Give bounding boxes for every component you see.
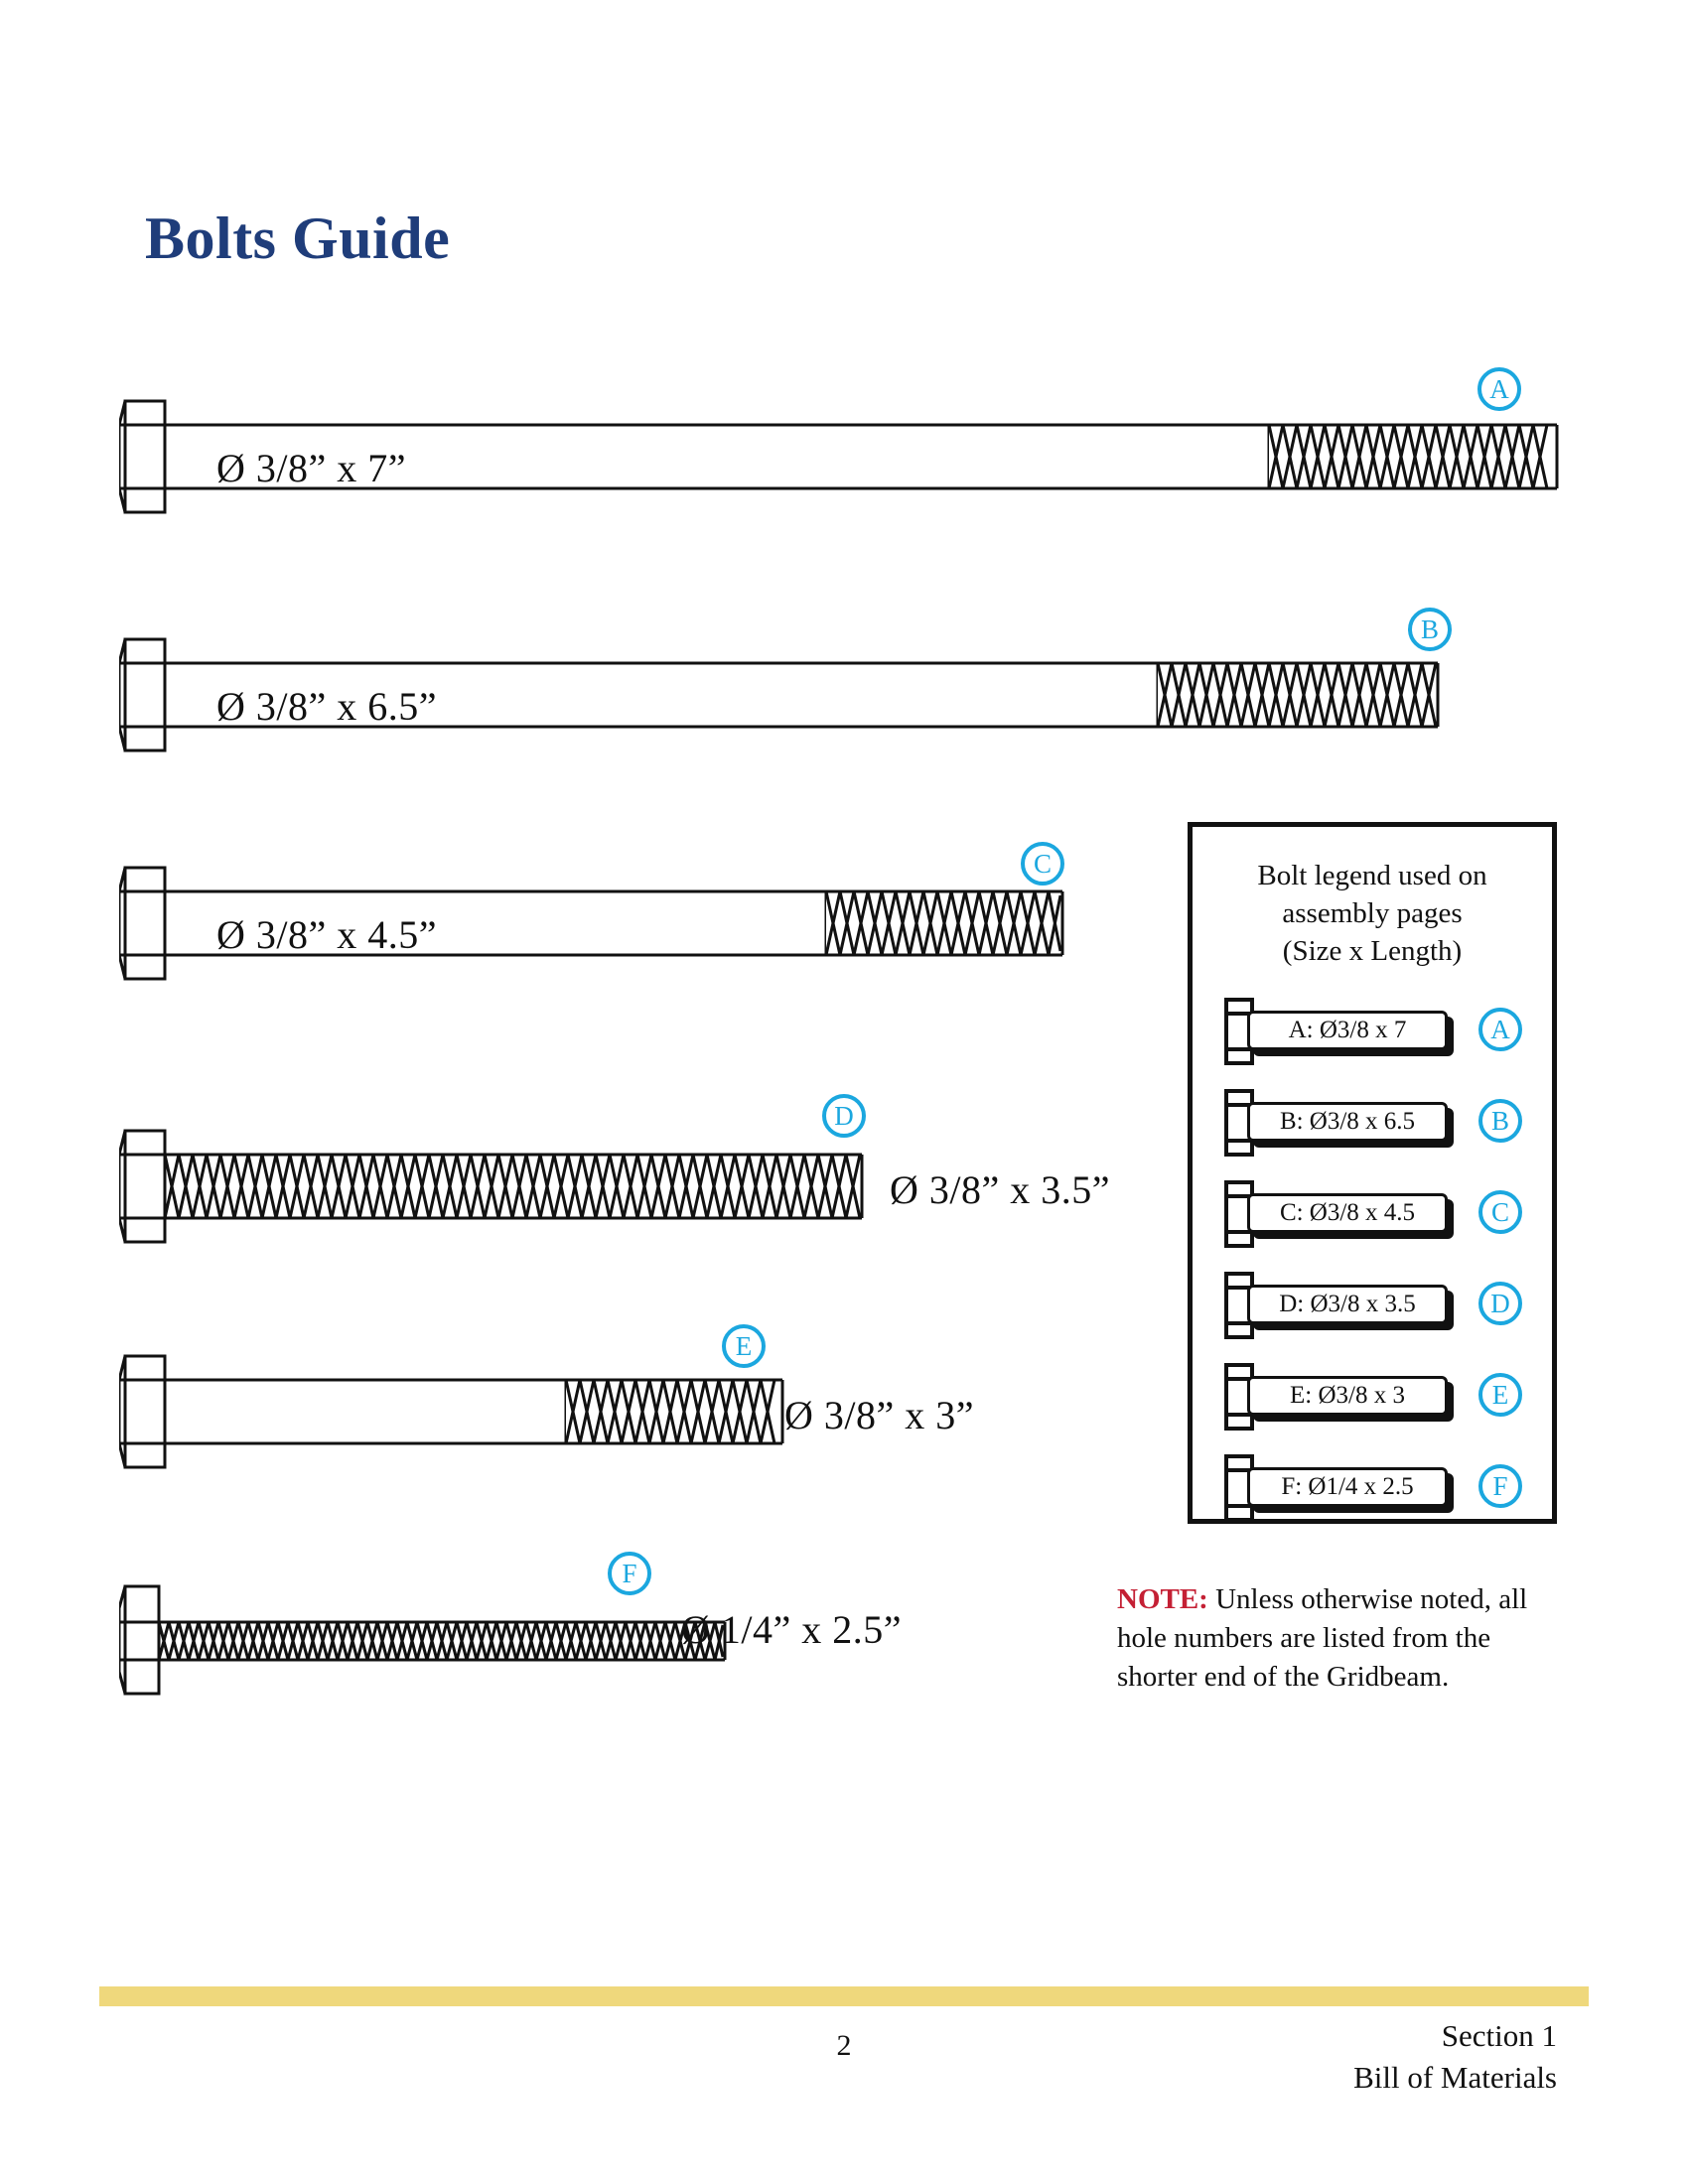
note-label: NOTE: bbox=[1117, 1583, 1208, 1615]
legend-item-plate bbox=[1247, 1285, 1448, 1324]
footer-section-line-2: Bill of Materials bbox=[1353, 2060, 1557, 2095]
legend-item-badge: E bbox=[1478, 1373, 1522, 1417]
note-block bbox=[1117, 1580, 1574, 1697]
legend-item-plate bbox=[1247, 1376, 1448, 1416]
bolt-label-a: Ø 3/8” x 7” bbox=[216, 446, 407, 490]
legend-item[interactable] bbox=[1193, 1260, 1552, 1351]
legend-item-label: B: Ø3/8 x 6.5 bbox=[1279, 1108, 1416, 1135]
legend-item[interactable] bbox=[1193, 986, 1552, 1077]
footer-section-block bbox=[1353, 2015, 1557, 2099]
legend-item-badge: C bbox=[1478, 1190, 1522, 1234]
legend-item-badge: B bbox=[1478, 1099, 1522, 1143]
bolt-label-c: Ø 3/8” x 4.5” bbox=[216, 912, 438, 957]
bolt-badge-a: A bbox=[1477, 367, 1521, 411]
bolt-badge-e: E bbox=[722, 1324, 766, 1368]
legend-item-label: D: Ø3/8 x 3.5 bbox=[1279, 1291, 1416, 1317]
bolt-label-e: Ø 3/8” x 3” bbox=[784, 1393, 975, 1437]
legend-item-label: A: Ø3/8 x 7 bbox=[1288, 1017, 1407, 1043]
bolt-label-b: Ø 3/8” x 6.5” bbox=[216, 684, 438, 729]
footer-rule bbox=[99, 1986, 1589, 2006]
legend-item-badge: F bbox=[1478, 1464, 1522, 1508]
bolt-badge-b: B bbox=[1408, 608, 1452, 651]
bolt-diagram-e bbox=[119, 1352, 794, 1471]
legend-item-badge: A bbox=[1478, 1008, 1522, 1051]
note-body: Unless otherwise noted, all hole numbers are listed from the shorter end of the Gridbeam. bbox=[1117, 1583, 1528, 1693]
bolt-badge-d: D bbox=[822, 1094, 866, 1138]
legend-item-list bbox=[1193, 986, 1552, 1534]
legend-item-plate bbox=[1247, 1193, 1448, 1233]
legend-item[interactable] bbox=[1193, 1077, 1552, 1168]
legend-item-label: F: Ø1/4 x 2.5 bbox=[1281, 1473, 1414, 1500]
legend-item-plate bbox=[1247, 1102, 1448, 1142]
legend-heading-line-2: assembly pages bbox=[1282, 897, 1463, 929]
bolt-label-d: Ø 3/8” x 3.5” bbox=[890, 1167, 1111, 1212]
bolt-badge-f: F bbox=[608, 1552, 651, 1595]
legend-item[interactable] bbox=[1193, 1168, 1552, 1260]
bolt-label-f: Ø 1/4” x 2.5” bbox=[681, 1607, 903, 1652]
footer-page-number: 2 bbox=[836, 2029, 852, 2062]
legend-item-plate bbox=[1247, 1467, 1448, 1507]
bolt-diagram-f bbox=[119, 1582, 735, 1698]
legend-item[interactable] bbox=[1193, 1351, 1552, 1442]
legend-item-label: E: Ø3/8 x 3 bbox=[1290, 1382, 1405, 1409]
bolt-diagram-d bbox=[119, 1127, 874, 1246]
legend-heading-line-3: (Size x Length) bbox=[1282, 935, 1463, 967]
legend-item-badge: D bbox=[1478, 1282, 1522, 1325]
legend-item-plate bbox=[1247, 1011, 1448, 1050]
bolt-badge-c: C bbox=[1021, 842, 1064, 886]
bolt-legend-box bbox=[1188, 822, 1557, 1524]
legend-item-label: C: Ø3/8 x 4.5 bbox=[1279, 1199, 1416, 1226]
page-title: Bolts Guide bbox=[145, 205, 451, 271]
legend-heading-line-1: Bolt legend used on bbox=[1257, 860, 1487, 891]
footer-section-line-1: Section 1 bbox=[1441, 2018, 1557, 2053]
legend-item[interactable] bbox=[1193, 1442, 1552, 1534]
legend-heading bbox=[1193, 857, 1552, 970]
